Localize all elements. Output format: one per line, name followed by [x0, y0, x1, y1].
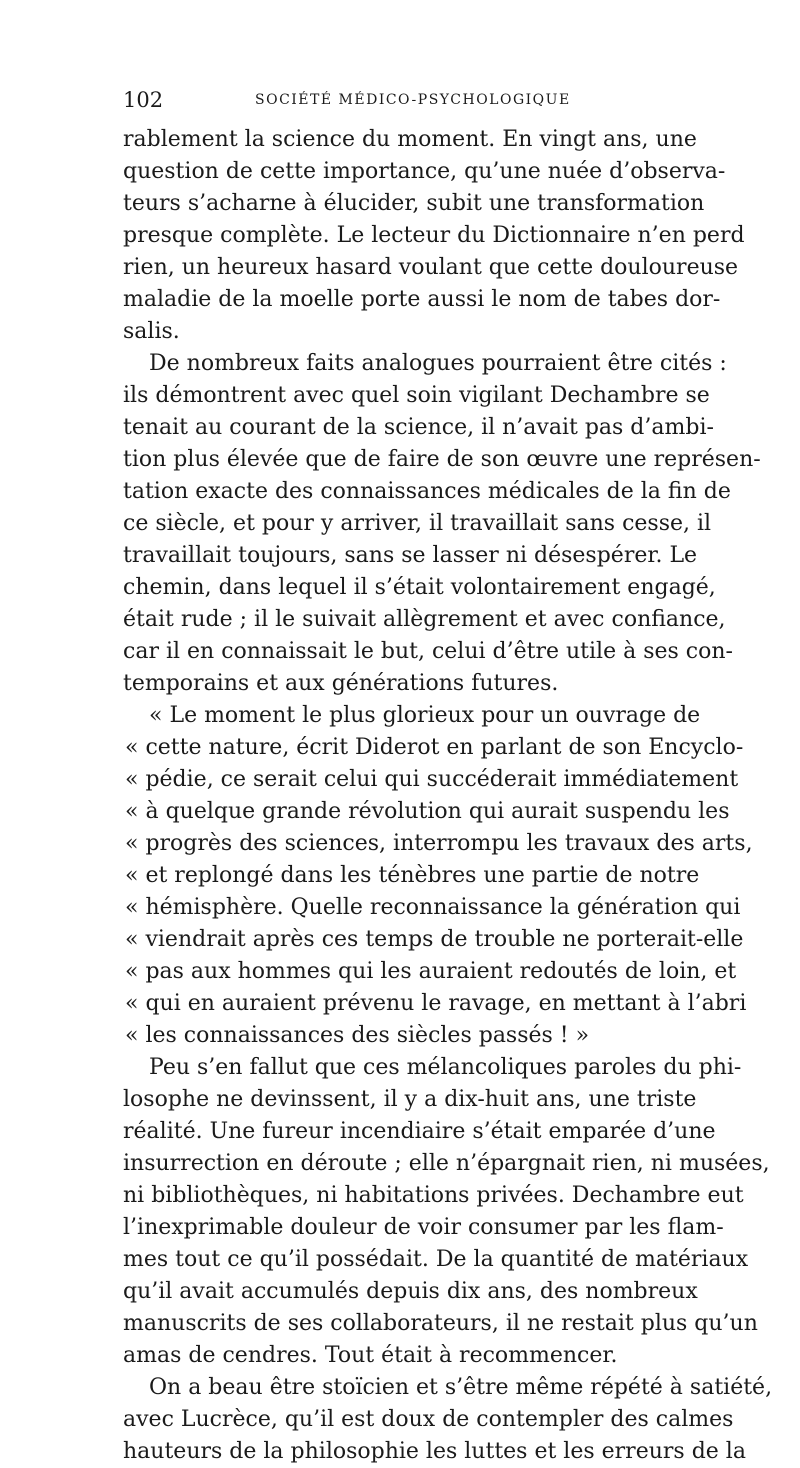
body-text [123, 124, 773, 1468]
text-line: amas de cendres. Tout était à recommencer. [123, 1343, 618, 1368]
text-line: salis. [123, 319, 180, 344]
text-line: qu’il avait accumulés depuis dix ans, des nombreux [123, 1279, 698, 1304]
text-line: rablement la science du moment. En vingt ans, une [123, 127, 697, 152]
text-line: « à quelque grande révolution qui aurait suspendu les [125, 799, 730, 824]
text-line: Peu s’en fallut que ces mélancoliques paroles du phi- [149, 1055, 742, 1080]
text-line: ce siècle, et pour y arriver, il travaillait sans cesse, il [123, 511, 712, 536]
text-line: temporains et aux générations futures. [123, 671, 559, 696]
text-line: manuscrits de ses collaborateurs, il ne restait plus qu’un [123, 1311, 758, 1336]
text-line: l’inexprimable douleur de voir consumer par les flam- [123, 1215, 724, 1240]
text-line: tion plus élevée que de faire de son œuvre une représen- [123, 447, 761, 472]
text-line: « Le moment le plus glorieux pour un ouvrage de [149, 703, 701, 728]
text-line: chemin, dans lequel il s’était volontairement engagé, [123, 575, 716, 600]
text-line: car il en connaissait le but, celui d’être utile à ses con- [123, 639, 733, 664]
text-line: « viendrait après ces temps de trouble ne porterait-elle [125, 927, 744, 952]
text-line: teurs s’acharne à élucider, subit une transformation [123, 191, 705, 216]
page-number: 102 [123, 88, 164, 112]
text-line: hauteurs de la philosophie les luttes et les erreurs de la [123, 1439, 746, 1464]
text-line: était rude ; il le suivait allègrement et avec confiance, [123, 607, 726, 632]
text-line: tation exacte des connaissances médicales de la fin de [123, 479, 731, 504]
text-line: « qui en auraient prévenu le ravage, en mettant à l’abri [125, 991, 747, 1016]
text-line: avec Lucrèce, qu’il est doux de contempler des calmes [123, 1407, 734, 1432]
text-line: ni bibliothèques, ni habitations privées. Dechambre eut [123, 1183, 744, 1208]
text-line: « pédie, ce serait celui qui succéderait immédiatement [125, 767, 739, 792]
text-line: « progrès des sciences, interrompu les travaux des arts, [125, 831, 753, 856]
text-line: « hémisphère. Quelle reconnaissance la génération qui [125, 895, 741, 920]
running-title: SOCIÉTÉ MÉDICO-PSYCHOLOGIQUE [255, 92, 571, 108]
text-line: insurrection en déroute ; elle n’épargnait rien, ni musées, [123, 1151, 770, 1176]
text-line: réalité. Une fureur incendiaire s’était emparée d’une [123, 1119, 716, 1144]
text-line: « les connaissances des siècles passés ! » [125, 1023, 590, 1048]
text-line: mes tout ce qu’il possédait. De la quantité de matériaux [123, 1247, 749, 1272]
text-line: De nombreux faits analogues pourraient être cités : [149, 351, 727, 376]
text-line: maladie de la moelle porte aussi le nom de tabes dor- [123, 287, 721, 312]
text-line: On a beau être stoïcien et s’être même répété à satiété, [149, 1375, 773, 1400]
text-line: question de cette importance, qu’une nuée d’observa- [123, 159, 726, 184]
text-line: losophe ne devinssent, il y a dix-huit ans, une triste [123, 1087, 697, 1112]
text-line: travaillait toujours, sans se lasser ni désespérer. Le [123, 543, 698, 568]
text-line: ils démontrent avec quel soin vigilant Dechambre se [123, 383, 710, 408]
text-line: « cette nature, écrit Diderot en parlant de son Encyclo- [125, 735, 744, 760]
page-header [123, 88, 678, 116]
text-line: « et replongé dans les ténèbres une partie de notre [125, 863, 700, 888]
text-line: « pas aux hommes qui les auraient redoutés de loin, et [125, 959, 737, 984]
text-line: tenait au courant de la science, il n’avait pas d’ambi- [123, 415, 714, 440]
text-line: presque complète. Le lecteur du Dictionnaire n’en perd [123, 223, 745, 248]
text-line: rien, un heureux hasard voulant que cette douloureuse [123, 255, 739, 280]
